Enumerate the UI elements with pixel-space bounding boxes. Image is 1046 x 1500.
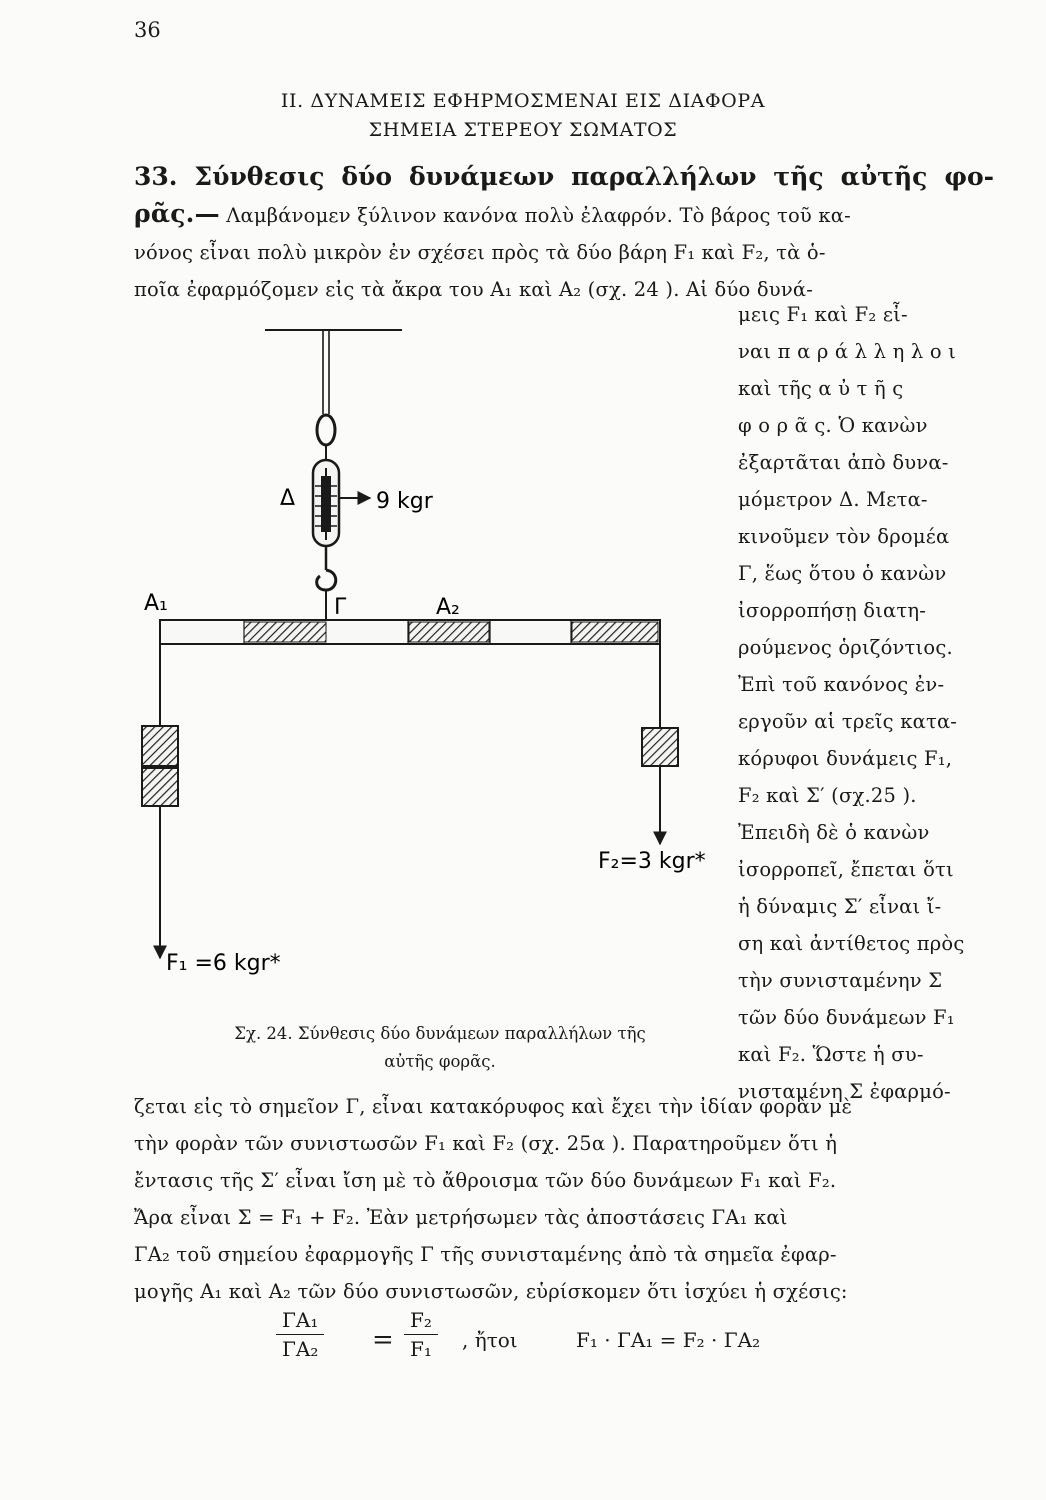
figure-caption-line-2: αὐτῆς φορᾶς. — [384, 1052, 496, 1071]
lead-paragraph — [134, 195, 994, 308]
right-line: ρούμενος ὁριζόντιος. — [738, 636, 953, 659]
right-line: μόμετρον Δ. Μετα- — [738, 488, 928, 511]
page-number: 36 — [134, 18, 161, 42]
figure-caption-line-1: Σχ. 24. Σύνθεσις δύο δυνάμεων παραλλήλων τῆς — [234, 1024, 646, 1043]
label-A1: A₁ — [144, 591, 168, 616]
fraction-GA-numerator: ΓA₁ — [276, 1308, 324, 1335]
hook — [317, 570, 336, 590]
formula-connector: , ἤτοι — [462, 1328, 518, 1352]
weight-left — [142, 726, 178, 806]
bottom-line: ζεται εἰς τὸ σημεῖον Γ, εἶναι κατακόρυφος καὶ ἔχει τὴν ἰδίαν φορὰν μὲ — [134, 1095, 853, 1118]
label-reading: 9 kgr — [376, 489, 433, 514]
right-line: νισταμένη Σ ἐφαρμό- — [738, 1080, 951, 1103]
right-line: Ἐπὶ τοῦ κανόνος ἐν- — [738, 673, 945, 696]
bottom-paragraph — [134, 1088, 994, 1310]
right-line: κόρυφοι δυνάμεις F₁, — [738, 747, 953, 770]
weight-right — [642, 728, 678, 766]
right-line: ση καὶ ἀντίθετος πρὸς — [738, 932, 965, 955]
formula — [276, 1308, 996, 1378]
right-line: Γ, ἕως ὅτου ὁ κανὼν — [738, 562, 947, 585]
lead-line-2: νόνος εἶναι πολὺ μικρὸν ἐν σχέσει πρὸς τὰ δύο βάρη F₁ καὶ F₂, τὰ ὁ- — [134, 241, 826, 264]
bottom-line: ἔντασις τῆς Σ′ εἶναι ἴση μὲ τὸ ἄθροισμα τῶν δύο δυνάμεων F₁ καὶ F₂. — [134, 1169, 837, 1192]
right-column-text — [738, 296, 1008, 1110]
formula-equals: = — [372, 1325, 394, 1355]
fraction-F-numerator: F₂ — [404, 1308, 438, 1335]
bottom-line: τὴν φορὰν τῶν συνιστωσῶν F₁ καὶ F₂ (σχ. 25α ). Παρατηροῦμεν ὅτι ἡ — [134, 1132, 838, 1155]
label-F2: F₂=3 kgr* — [598, 849, 706, 874]
ruler — [160, 620, 660, 644]
right-line: ναι π α ρ ά λ λ η λ ο ι — [738, 340, 957, 363]
fraction-F-denominator: F₁ — [410, 1337, 432, 1361]
right-line: ἡ δύναμις Σ′ εἶναι ἴ- — [738, 895, 942, 918]
right-line: εργοῦν αἱ τρεῖς κατα- — [738, 710, 958, 733]
right-line: ἰσορροπεῖ, ἔπεται ὅτι — [738, 858, 954, 881]
figure-caption — [180, 1020, 700, 1076]
right-line: τὴν συνισταμένην Σ — [738, 969, 943, 992]
dynamometer-ring — [317, 415, 335, 445]
right-line: ἰσορροπήσῃ διατη- — [738, 599, 927, 622]
right-line: μεις F₁ καὶ F₂ εἶ- — [738, 303, 908, 326]
right-line: τῶν δύο δυνάμεων F₁ — [738, 1006, 955, 1029]
right-line: κινοῦμεν τὸν δρομέα — [738, 525, 950, 548]
fraction-F — [404, 1308, 438, 1361]
right-line: καὶ F₂. Ὥστε ἡ συ- — [738, 1043, 924, 1066]
fraction-GA — [276, 1308, 324, 1361]
right-line: καὶ τῆς α ὐ τ ῆ ς — [738, 377, 904, 400]
bottom-line: μογῆς A₁ καὶ A₂ τῶν δύο συνιστωσῶν, εὑρίσκομεν ὅτι ἰσχύει ἡ σχέσις: — [134, 1280, 848, 1303]
section-heading — [134, 160, 994, 194]
label-A2: A₂ — [436, 595, 460, 620]
section-heading-line-1: 33. Σύνθεσις δύο δυνάμεων παραλλήλων τῆς αὐτῆς φο- — [134, 162, 994, 191]
right-line: Ἐπειδὴ δὲ ὁ κανὼν — [738, 821, 930, 844]
label-F1: F₁ =6 kgr* — [166, 951, 281, 976]
fraction-GA-denominator: ΓA₂ — [282, 1337, 319, 1361]
lead-line-3: ποῖα ἐφαρμόζομεν εἰς τὰ ἄκρα του A₁ καὶ A₂ (σχ. 24 ). Αἱ δύο δυνά- — [134, 278, 814, 301]
section-heading-line-2: ρᾶς.— — [134, 199, 220, 228]
chapter-title-line-1: II. ΔΥΝΑΜΕΙΣ ΕΦΗΡΜΟΣΜΕΝΑΙ ΕΙΣ ΔΙΑΦΟΡΑ — [280, 90, 766, 112]
bottom-line: Ἄρα εἶναι Σ = F₁ + F₂. Ἐὰν μετρήσωμεν τὰς ἀποστάσεις ΓA₁ καὶ — [134, 1206, 788, 1229]
label-G: Γ — [334, 595, 347, 620]
label-dynamometer: Δ — [280, 486, 296, 511]
figure-24-diagram — [130, 318, 730, 998]
formula-product: F₁ · ΓA₁ = F₂ · ΓA₂ — [576, 1328, 761, 1352]
right-line: φ ο ρ ᾶ ς. Ὁ κανὼν — [738, 414, 928, 437]
right-line: F₂ καὶ Σ′ (σχ.25 ). — [738, 784, 917, 807]
right-line: ἐξαρτᾶται ἀπὸ δυνα- — [738, 451, 949, 474]
lead-line-1-text: Λαμβάνομεν ξύλινον κανόνα πολὺ ἐλαφρόν. Τὸ βάρος τοῦ κα- — [226, 204, 851, 227]
bottom-line: ΓA₂ τοῦ σημείου ἐφαρμογῆς Γ τῆς συνισταμένης ἀπὸ τὰ σημεῖα ἐφαρ- — [134, 1243, 837, 1266]
chapter-title-line-2: ΣΗΜΕΙΑ ΣΤΕΡΕΟΥ ΣΩΜΑΤΟΣ — [368, 119, 678, 141]
dynamometer — [313, 460, 339, 546]
lead-line-1 — [134, 195, 994, 234]
